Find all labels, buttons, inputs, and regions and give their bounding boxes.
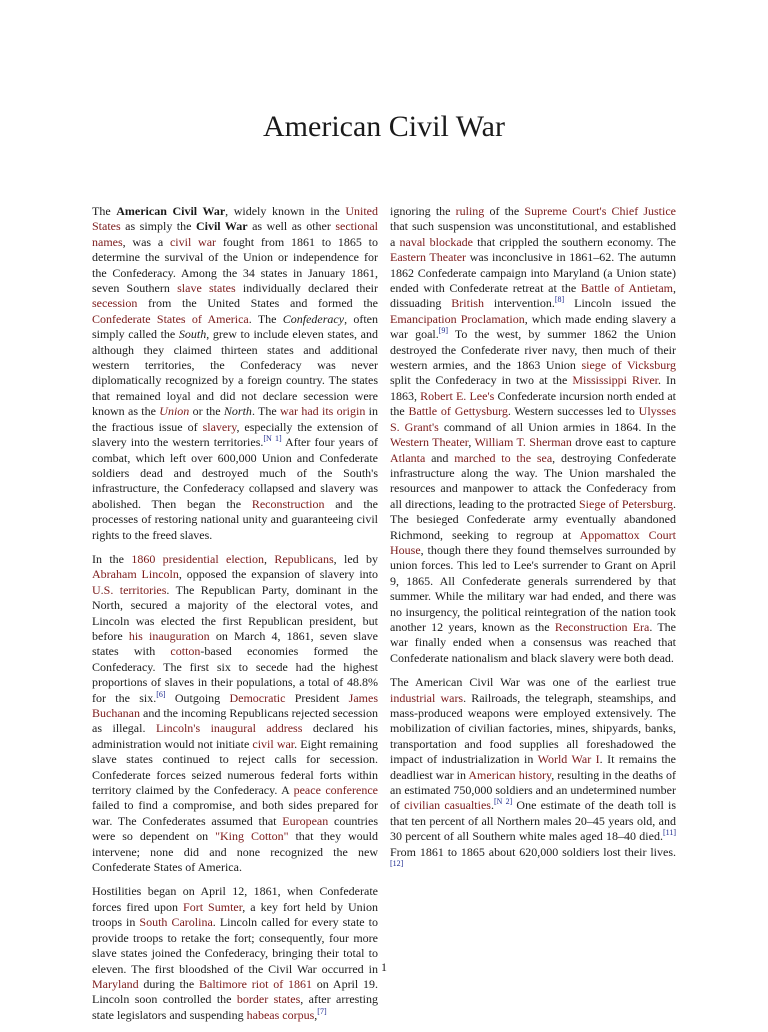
text-run: , which made ending slavery a war goal.: [390, 311, 676, 342]
wiki-link[interactable]: slavery: [202, 419, 237, 434]
wiki-link[interactable]: slave states: [177, 281, 236, 296]
text-run: , especially the extension of slavery into the western territories.: [92, 419, 379, 450]
column-right: [390, 204, 676, 884]
wiki-link[interactable]: naval blockade: [399, 234, 473, 249]
text-run: of the: [484, 204, 525, 218]
text-run: In the: [92, 551, 132, 566]
reference-marker[interactable]: [8]: [554, 295, 565, 305]
wiki-link[interactable]: Emancipation Proclamation: [390, 311, 525, 326]
wiki-link[interactable]: civil war: [169, 234, 217, 249]
text-run: To the west, by summer 1862 the Union destroyed the Confederate river navy, then much of their western armies, and the 1863 Union: [390, 327, 676, 373]
text-run: .: [490, 798, 494, 813]
text-run: declared his administration would not initiate: [92, 721, 378, 751]
text-run: ignoring the: [390, 204, 456, 218]
wiki-link[interactable]: peace conference: [293, 783, 378, 798]
page-number: 1: [381, 960, 387, 974]
bold-term: American Civil War: [116, 204, 226, 218]
text-run: individually declared their: [235, 281, 379, 296]
wiki-link[interactable]: cotton: [170, 644, 201, 659]
text-run: and: [425, 450, 455, 465]
wiki-link[interactable]: sectional names: [92, 219, 378, 249]
text-run: from the United States and formed the: [137, 296, 378, 311]
page-title: American Civil War: [263, 110, 505, 143]
text-run: ,: [314, 1007, 318, 1022]
text-run: command of all Union armies in 1864. In the: [438, 419, 677, 434]
text-run: One estimate of the death toll is that ten percent of all Northern males 20–45 years old, and 30 percent of all Southern white males aged 18–40 died.: [390, 798, 677, 844]
wiki-link[interactable]: European: [282, 813, 329, 828]
text-run: , opposed the expansion of slavery into: [178, 567, 378, 582]
text-run: , though there they found themselves surrounded by union forces. This led to Lee's surrender to Grant on April 9, 1865. All Confederate generals surrendered by that summer. While the military war had ended, and there was no insurgency, the political reintegration of the nation took another 12 years, known as the: [390, 542, 676, 634]
text-run: and the incoming Republicans rejected secession as illegal.: [92, 706, 378, 736]
wiki-link[interactable]: Western Theater: [390, 435, 469, 450]
text-run: -based economies formed the Confederacy. The first six to secede had the highest proportions of slaves in their populations, a total of 48.8% for the six.: [92, 644, 378, 705]
wiki-link[interactable]: Atlanta: [390, 450, 426, 465]
wiki-link[interactable]: U.S. territories: [92, 582, 167, 597]
text-run: . In 1863,: [390, 373, 676, 403]
wiki-link[interactable]: war had its origin: [280, 404, 366, 419]
paragraph-hostilities-start: [92, 884, 378, 1023]
text-run: drove east to capture: [571, 435, 676, 450]
wiki-link[interactable]: secession: [92, 296, 138, 311]
wiki-link[interactable]: Fort Sumter: [183, 899, 243, 914]
text-run: intervention.: [483, 296, 555, 311]
wiki-link[interactable]: Reconstruction: [251, 496, 325, 511]
wiki-link[interactable]: Republicans: [274, 551, 334, 566]
paragraph-hostilities-continued: [390, 204, 676, 666]
text-run: that crippled the southern economy. The: [473, 234, 676, 249]
wiki-link[interactable]: Mississippi River: [572, 373, 658, 388]
wiki-link[interactable]: Eastern Theater: [390, 250, 467, 265]
wiki-link[interactable]: James Buchanan: [92, 690, 378, 720]
wiki-link[interactable]: South Carolina: [139, 915, 213, 930]
wiki-link[interactable]: William T. Sherman: [474, 435, 572, 450]
text-run: , dissuading: [390, 281, 676, 311]
wiki-link[interactable]: marched to the sea: [454, 450, 553, 465]
reference-marker[interactable]: [N 1]: [263, 434, 282, 444]
text-run: as simply the: [120, 219, 196, 234]
wiki-link[interactable]: Ulysses S. Grant's: [390, 404, 676, 434]
text-run: . Railroads, the telegraph, steamships, and mass-produced weapons were employed extensively. The mobilization of civilian factories, mines, shipyards, banks, transportation and food supplies all foreshadowed the impact of industrialization in: [390, 690, 676, 767]
wiki-link[interactable]: industrial wars: [390, 690, 464, 705]
wiki-link[interactable]: Maryland: [92, 976, 139, 991]
text-run: From 1861 to 1865 about 620,000 soldiers lost their lives.: [390, 844, 676, 859]
italic-term: North: [223, 404, 252, 419]
reference-marker[interactable]: [7]: [317, 1006, 327, 1016]
text-run: was inconclusive in 1861–62. The autumn 1862 Confederate campaign into Maryland (a Union state) ended with Confederate retreat at the: [390, 250, 676, 296]
text-run: . The: [251, 404, 281, 419]
text-run: failed to find a compromise, and both sides prepared for war. The Confederates assumed that: [92, 798, 378, 828]
wiki-link[interactable]: habeas corpus: [246, 1007, 315, 1022]
wiki-link[interactable]: civil war: [252, 736, 295, 751]
text-run: . Western successes led to: [507, 404, 639, 419]
text-run: or the: [189, 404, 224, 419]
text-run: Confederate incursion north ended at the: [390, 388, 676, 419]
wiki-link[interactable]: his inauguration: [128, 628, 210, 643]
text-run: Lincoln issued the: [564, 296, 676, 311]
text-run: that they would intervene; none did and none recognized the new Confederate States of America.: [92, 829, 379, 875]
text-run: , widely known in the: [225, 204, 346, 218]
text-run: ,: [468, 435, 475, 450]
text-run: split the Confederacy in two at the: [390, 373, 573, 388]
text-run: , resulting in the deaths of an estimated 750,000 soldiers and an undetermined number of: [390, 767, 677, 813]
wiki-link[interactable]: 1860 presidential election: [131, 551, 264, 566]
text-run: and the processes of restoring national unity and guaranteeing civil rights to the freed slaves.: [92, 496, 378, 542]
wiki-link[interactable]: Appomattox Court House: [390, 527, 676, 557]
text-run: as well as other: [247, 219, 336, 234]
text-run: ,: [263, 551, 275, 566]
reference-marker[interactable]: [11]: [662, 828, 676, 838]
text-run: President: [285, 690, 349, 705]
wiki-link[interactable]: civilian casualties: [404, 798, 491, 813]
text-run: , destroying Confederate infrastructure along the way. The Union marshaled the resources and manpower to attack the Confederacy from all directions, leading to the protracted: [390, 450, 677, 511]
wiki-link[interactable]: Battle of Gettysburg: [408, 404, 508, 419]
wiki-link[interactable]: World War I: [537, 752, 600, 767]
wiki-link[interactable]: "King Cotton": [215, 829, 289, 844]
text-run: After four years of combat, which left over 600,000 Union and Confederate soldiers dead and destroyed much of the South's infrastructure, the Confederacy collapsed and slavery was abolished. Then began the: [92, 435, 379, 511]
text-run: . The Republican Party, dominant in the North, secured a majority of the electoral votes, and Lincoln was elected the first Republican president, but before: [92, 582, 378, 643]
text-run: , grew to include eleven states, and although they claimed thirteen states and additional western territories, the Confederacy was never diplomatically recognized by a foreign country. The states that remained loyal and did not declare secession were known as the: [92, 327, 378, 419]
wiki-link[interactable]: Union: [159, 404, 190, 419]
wiki-link[interactable]: ruling: [455, 204, 485, 218]
wiki-link[interactable]: Supreme Court's Chief Justice: [524, 204, 676, 218]
text-run: . Eight remaining slave states continued to reject calls for secession. Confederate forces seized numerous federal forts within territory claimed by the Confederacy. A: [92, 736, 379, 798]
wiki-link[interactable]: Democratic: [229, 690, 286, 705]
wiki-link[interactable]: Lincoln's inaugural address: [155, 721, 303, 736]
wiki-link[interactable]: Battle of Antietam: [580, 281, 673, 296]
wiki-link[interactable]: Siege of Petersburg: [578, 496, 673, 511]
text-run: , a key fort held by Union troops in: [92, 899, 379, 930]
wiki-link[interactable]: Robert E. Lee's: [420, 388, 495, 403]
italic-term: South: [178, 327, 207, 342]
reference-marker[interactable]: [9]: [438, 326, 449, 336]
paragraph-industrial-war: [390, 675, 676, 875]
text-run: fought from 1861 to 1865 to determine the survival of the Union or independence for the Confederacy. Among the 34 states in January 1861, seven Southern: [92, 234, 378, 296]
wiki-link[interactable]: siege of Vicksburg: [581, 358, 676, 373]
text-run: Hostilities began on April 12, 1861, when Confederate forces fired upon: [92, 884, 378, 914]
text-run: . The: [248, 311, 283, 326]
wiki-link[interactable]: Baltimore riot of 1861: [199, 976, 312, 991]
text-run: on April 19. Lincoln soon controlled the: [92, 976, 379, 1007]
text-run: , led by: [333, 551, 378, 566]
reference-marker[interactable]: [12]: [390, 859, 404, 869]
bold-term: Civil War: [195, 219, 248, 234]
wiki-link[interactable]: Reconstruction Era: [554, 619, 650, 634]
wiki-link[interactable]: British: [451, 296, 484, 311]
text-run: The American Civil War was one of the earliest true: [390, 675, 676, 690]
wiki-link[interactable]: border states: [236, 992, 301, 1007]
text-run: . The war finally ended when a consensus was reached that Confederate nationalism and black slavery were both dead.: [390, 619, 676, 665]
text-run: , after arresting state legislators and suspending: [92, 992, 378, 1022]
italic-term: Confederacy: [282, 311, 345, 326]
wiki-link[interactable]: United States: [92, 204, 379, 234]
text-run: countries were so dependent on: [92, 813, 378, 844]
text-run: Outgoing: [165, 690, 230, 705]
text-run: . Lincoln called for every state to provide troops to retake the fort; consequently, four more slave states joined the Confederacy, bringing their total to eleven. The first bloodshed of the Civil War occurred in: [92, 915, 378, 976]
paragraph-intro: [92, 204, 378, 543]
reference-marker[interactable]: [6]: [156, 689, 166, 699]
text-run: that such suspension was unconstitutional, and established a: [390, 219, 676, 249]
wiki-link[interactable]: Confederate States of America: [92, 311, 249, 326]
text-run: , was a: [122, 234, 170, 249]
column-left: [92, 204, 378, 1032]
paragraph-election: [92, 552, 378, 876]
text-run: . It remains the deadliest war in: [390, 752, 676, 782]
text-run: The: [92, 204, 117, 218]
wiki-link[interactable]: Abraham Lincoln: [92, 567, 179, 582]
text-run: . The besieged Confederate army eventually abandoned Richmond, seeking to regroup at: [390, 496, 676, 542]
text-run: during the: [138, 976, 199, 991]
reference-marker[interactable]: [N 2]: [493, 797, 513, 807]
text-run: in the fractious issue of: [92, 404, 378, 434]
text-run: on March 4, 1861, seven slave states with: [92, 628, 378, 659]
text-run: , often simply called the: [92, 311, 378, 342]
wiki-link[interactable]: American history: [468, 767, 552, 782]
